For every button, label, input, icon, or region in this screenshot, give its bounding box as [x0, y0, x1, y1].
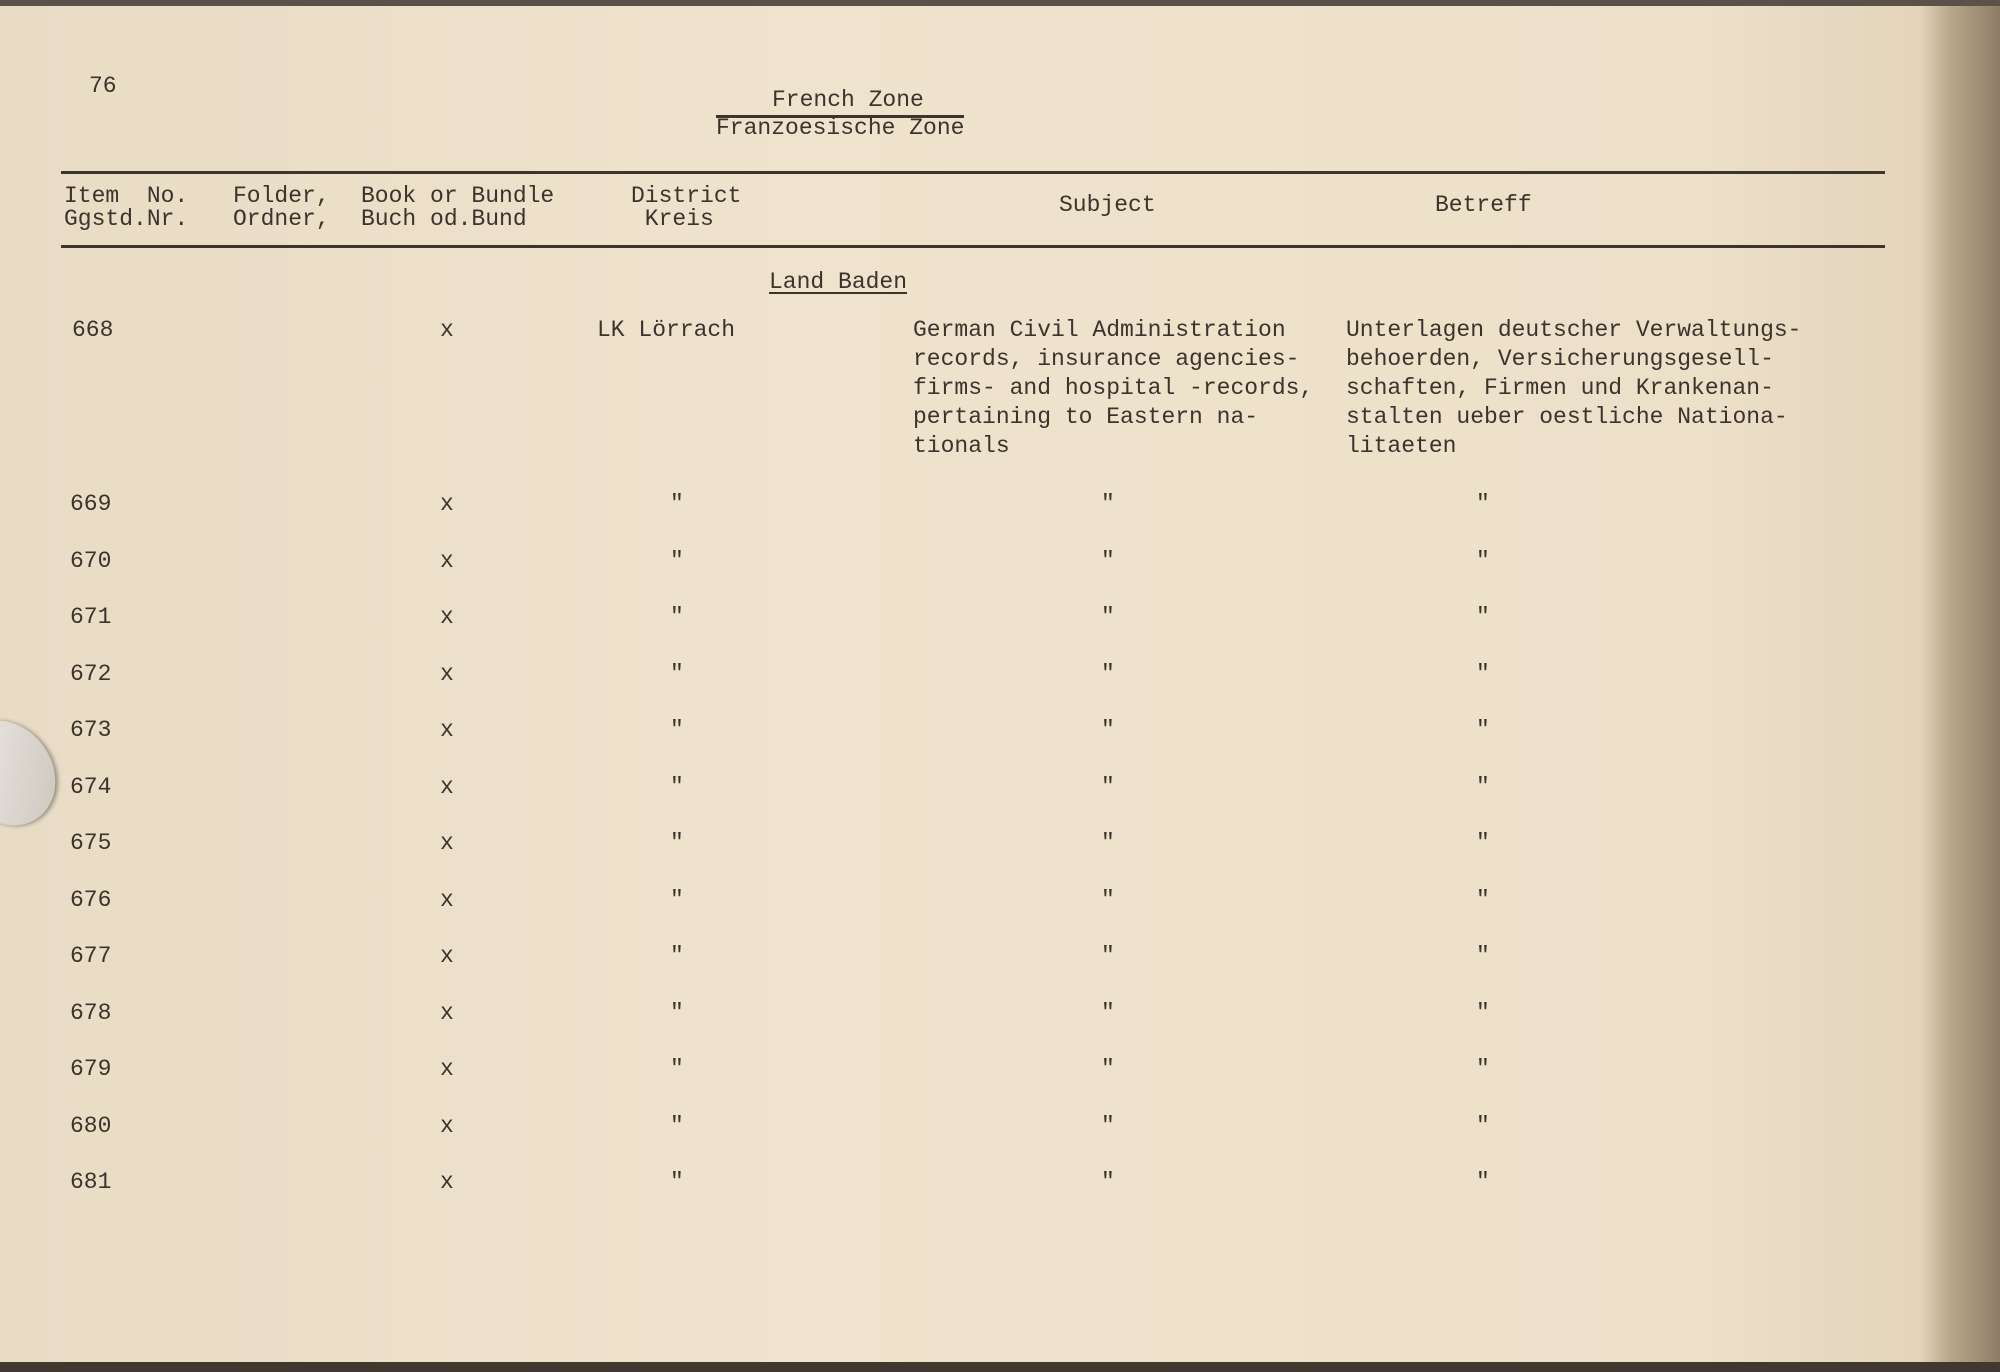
row-item-number: 677 [70, 943, 112, 969]
title-english: French Zone [716, 86, 964, 118]
row-item-number: 673 [70, 717, 112, 743]
row-subject-ditto: " [1101, 660, 1115, 687]
row-district-ditto: " [670, 604, 684, 630]
title-german: Franzoesische Zone [716, 115, 965, 141]
header-book-en: Book or Bundle [361, 183, 555, 209]
row-betreff-ditto: " [1476, 886, 1490, 913]
page-number: 76 [89, 73, 117, 99]
row-subject-ditto: " [1101, 604, 1115, 630]
row-betreff-ditto: " [1476, 830, 1490, 856]
row-betreff-ditto: " [1476, 999, 1490, 1026]
header-item-en: Item No. [64, 183, 189, 209]
row-district: LK Lörrach [597, 317, 736, 343]
row-subject-ditto: " [1101, 717, 1115, 743]
header-top-rule [61, 171, 1885, 174]
row-betreff-ditto: " [1476, 547, 1490, 574]
row-book-mark: x [440, 604, 454, 630]
row-item-number: 669 [70, 491, 112, 517]
header-district-de: Kreis [631, 206, 714, 232]
row-district-ditto: " [670, 547, 684, 574]
header-book-de: Buch od.Bund [361, 206, 527, 232]
row-item-number: 678 [70, 999, 112, 1026]
row-district-ditto: " [670, 1112, 684, 1139]
row-district-ditto: " [670, 999, 684, 1026]
row-item-number: 675 [70, 830, 112, 856]
row-book-mark: x [440, 943, 454, 969]
row-item-number: 671 [70, 604, 112, 630]
row-book-mark: x [440, 491, 454, 517]
row-book-mark: x [440, 317, 454, 343]
header-subject: Subject [1059, 192, 1156, 218]
row-district-ditto: " [670, 1169, 684, 1195]
header-item-de: Ggstd.Nr. [64, 206, 189, 232]
row-betreff-ditto: " [1476, 943, 1490, 969]
header-bottom-rule [61, 245, 1885, 248]
row-subject: German Civil Administration records, insurance agencies- firms- and hospital -records, pertaining to Eastern na- tionals [913, 317, 1314, 459]
row-subject-ditto: " [1101, 1056, 1115, 1082]
row-subject-ditto: " [1101, 773, 1115, 800]
header-betreff: Betreff [1435, 192, 1532, 218]
row-book-mark: x [440, 773, 454, 800]
row-betreff: Unterlagen deutscher Verwaltungs- behoerden, Versicherungsgesell- schaften, Firmen und Krankenan- stalten ueber oestliche Nationa- litaeten [1346, 317, 1802, 459]
row-item-number: 674 [70, 773, 112, 800]
row-book-mark: x [440, 830, 454, 856]
paper-clip [0, 702, 75, 845]
row-district-ditto: " [670, 660, 684, 687]
row-book-mark: x [440, 999, 454, 1026]
row-subject-ditto: " [1101, 999, 1115, 1026]
scan-top-edge [0, 0, 2000, 6]
row-district-ditto: " [670, 943, 684, 969]
row-item-number: 670 [70, 547, 112, 574]
row-subject-ditto: " [1101, 547, 1115, 574]
row-item-number: 679 [70, 1056, 112, 1082]
row-item-number: 680 [70, 1112, 112, 1139]
row-subject-ditto: " [1101, 943, 1115, 969]
row-book-mark: x [440, 717, 454, 743]
row-betreff-ditto: " [1476, 491, 1490, 517]
row-subject-ditto: " [1101, 886, 1115, 913]
header-folder-de: Ordner, [233, 206, 330, 232]
row-item-number: 668 [72, 317, 114, 343]
row-betreff-ditto: " [1476, 604, 1490, 630]
row-subject-ditto: " [1101, 830, 1115, 856]
row-betreff-ditto: " [1476, 1169, 1490, 1195]
row-district-ditto: " [670, 773, 684, 800]
row-district-ditto: " [670, 830, 684, 856]
row-subject-ditto: " [1101, 1169, 1115, 1195]
header-district-en: District [631, 183, 742, 209]
row-book-mark: x [440, 886, 454, 913]
row-item-number: 672 [70, 660, 112, 687]
row-district-ditto: " [670, 1056, 684, 1082]
row-item-number: 681 [70, 1169, 112, 1195]
row-book-mark: x [440, 1169, 454, 1195]
row-book-mark: x [440, 660, 454, 687]
row-item-number: 676 [70, 886, 112, 913]
row-subject-ditto: " [1101, 1112, 1115, 1139]
row-subject-ditto: " [1101, 491, 1115, 517]
row-betreff-ditto: " [1476, 1056, 1490, 1082]
row-district-ditto: " [670, 886, 684, 913]
header-folder-en: Folder, [233, 183, 330, 209]
scan-bottom-edge [0, 1362, 2000, 1372]
row-betreff-ditto: " [1476, 1112, 1490, 1139]
row-book-mark: x [440, 1056, 454, 1082]
row-book-mark: x [440, 1112, 454, 1139]
row-betreff-ditto: " [1476, 717, 1490, 743]
row-district-ditto: " [670, 717, 684, 743]
row-betreff-ditto: " [1476, 660, 1490, 687]
row-district-ditto: " [670, 491, 684, 517]
row-betreff-ditto: " [1476, 773, 1490, 800]
section-heading: Land Baden [769, 269, 908, 295]
row-book-mark: x [440, 547, 454, 574]
